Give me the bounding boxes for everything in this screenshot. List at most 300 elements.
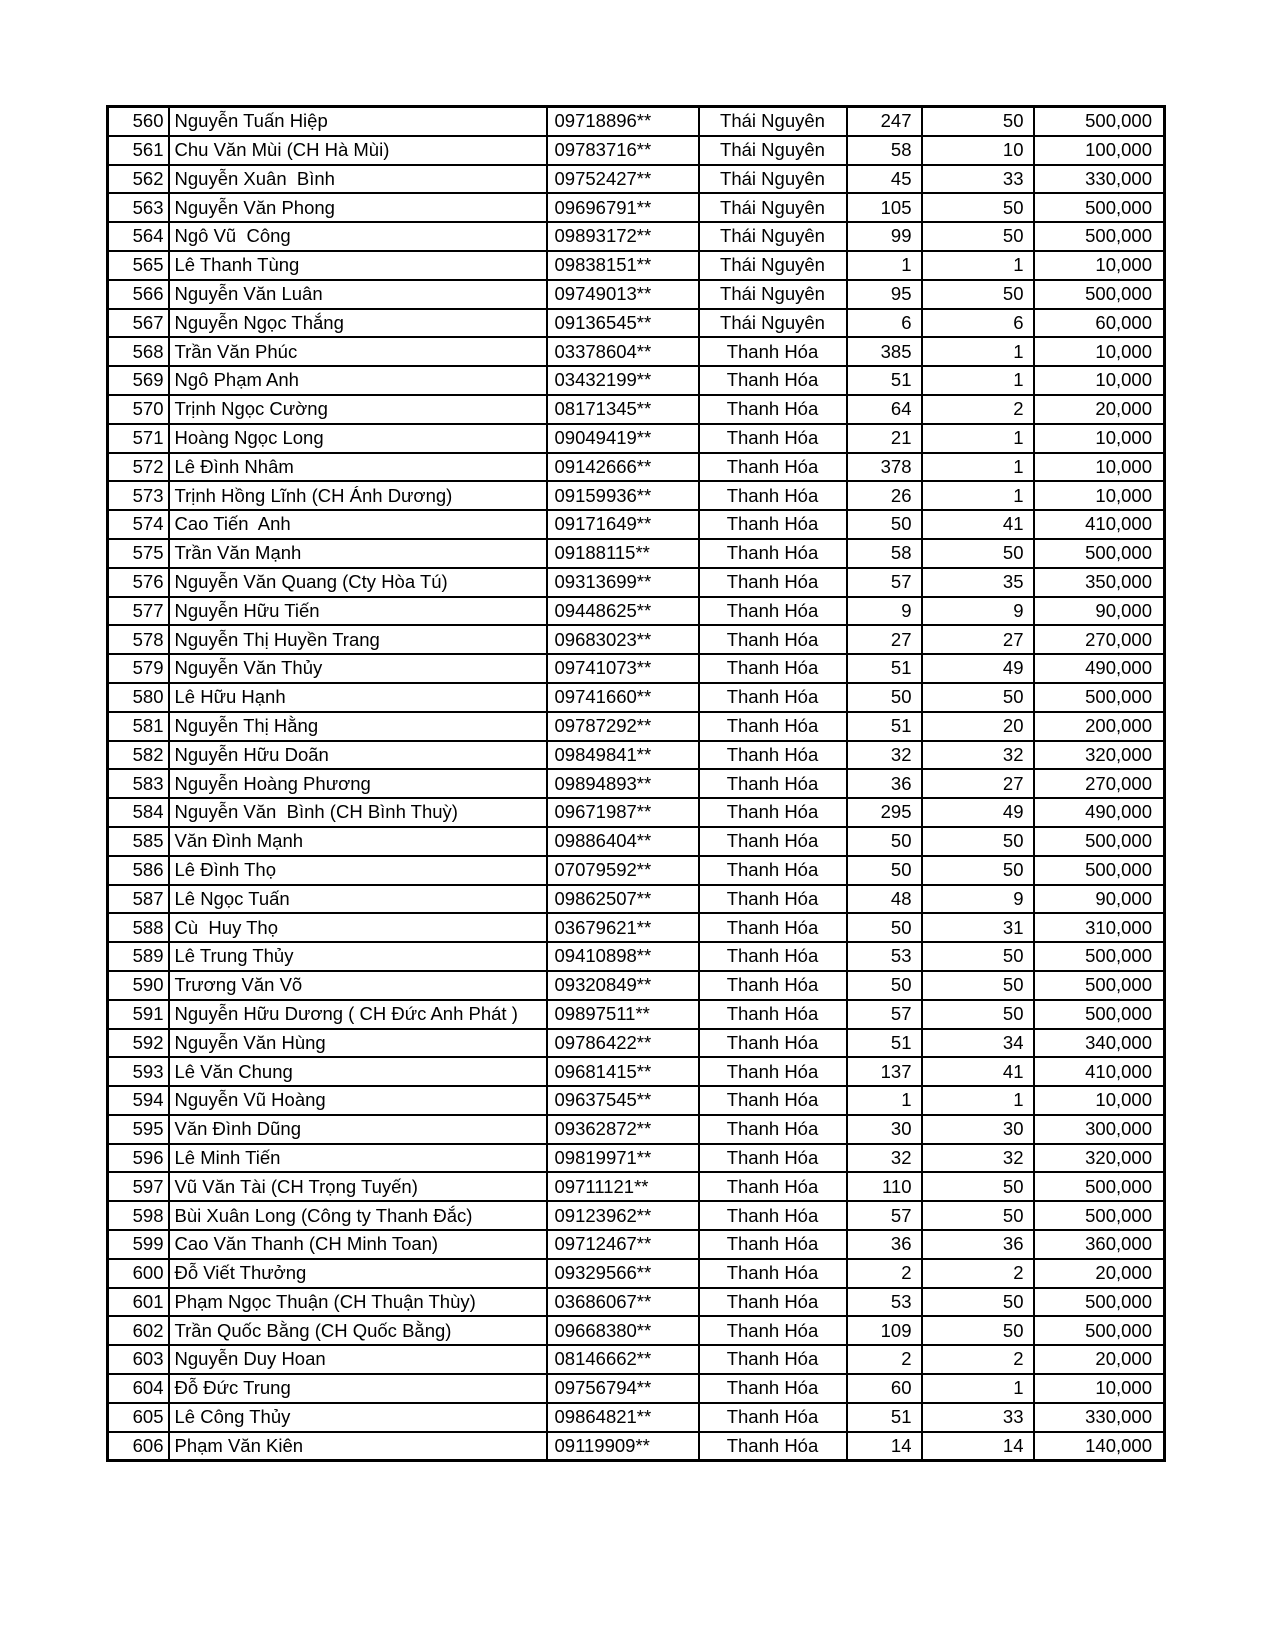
cell-count1: 110	[847, 1172, 922, 1201]
cell-stt: 583	[108, 769, 169, 798]
cell-stt: 579	[108, 654, 169, 683]
cell-name: Phạm Văn Kiên	[169, 1432, 547, 1461]
cell-count2: 36	[922, 1230, 1034, 1259]
cell-amount: 20,000	[1034, 1259, 1165, 1288]
table-row	[108, 136, 1165, 165]
cell-name: Trịnh Hồng Lĩnh (CH Ánh Dương)	[169, 481, 547, 510]
cell-stt: 599	[108, 1230, 169, 1259]
cell-phone: 09696791**	[547, 193, 699, 222]
table-row	[108, 942, 1165, 971]
cell-province: Thanh Hóa	[699, 1115, 847, 1144]
cell-count1: 109	[847, 1316, 922, 1345]
cell-phone: 09313699**	[547, 568, 699, 597]
cell-count1: 51	[847, 1029, 922, 1058]
cell-count2: 1	[922, 1086, 1034, 1115]
cell-phone: 09159936**	[547, 481, 699, 510]
cell-province: Thái Nguyên	[699, 222, 847, 251]
cell-count2: 6	[922, 309, 1034, 338]
cell-province: Thanh Hóa	[699, 827, 847, 856]
cell-province: Thanh Hóa	[699, 798, 847, 827]
cell-stt: 590	[108, 971, 169, 1000]
cell-count1: 6	[847, 309, 922, 338]
cell-count2: 1	[922, 481, 1034, 510]
table-row	[108, 856, 1165, 885]
cell-province: Thái Nguyên	[699, 280, 847, 309]
table-row	[108, 539, 1165, 568]
cell-count2: 30	[922, 1115, 1034, 1144]
cell-phone: 09448625**	[547, 597, 699, 626]
cell-province: Thanh Hóa	[699, 366, 847, 395]
cell-amount: 410,000	[1034, 510, 1165, 539]
cell-name: Nguyễn Xuân Bình	[169, 165, 547, 194]
cell-count2: 41	[922, 510, 1034, 539]
cell-count2: 32	[922, 1144, 1034, 1173]
cell-count1: 36	[847, 1230, 922, 1259]
cell-phone: 09320849**	[547, 971, 699, 1000]
cell-phone: 09410898**	[547, 942, 699, 971]
cell-count2: 50	[922, 683, 1034, 712]
cell-name: Nguyễn Duy Hoan	[169, 1345, 547, 1374]
cell-stt: 585	[108, 827, 169, 856]
cell-name: Nguyễn Thị Huyền Trang	[169, 625, 547, 654]
cell-amount: 500,000	[1034, 971, 1165, 1000]
table-row	[108, 769, 1165, 798]
cell-count2: 9	[922, 885, 1034, 914]
cell-name: Hoàng Ngọc Long	[169, 424, 547, 453]
cell-name: Nguyễn Ngọc Thắng	[169, 309, 547, 338]
cell-amount: 500,000	[1034, 539, 1165, 568]
cell-count1: 50	[847, 856, 922, 885]
cell-stt: 571	[108, 424, 169, 453]
cell-name: Nguyễn Văn Hùng	[169, 1029, 547, 1058]
cell-province: Thanh Hóa	[699, 1230, 847, 1259]
cell-name: Lê Hữu Hạnh	[169, 683, 547, 712]
cell-province: Thanh Hóa	[699, 337, 847, 366]
cell-count2: 2	[922, 395, 1034, 424]
cell-province: Thanh Hóa	[699, 942, 847, 971]
cell-province: Thanh Hóa	[699, 913, 847, 942]
cell-stt: 574	[108, 510, 169, 539]
table-row	[108, 337, 1165, 366]
cell-stt: 568	[108, 337, 169, 366]
cell-name: Nguyễn Văn Thủy	[169, 654, 547, 683]
cell-phone: 09741660**	[547, 683, 699, 712]
cell-count1: 36	[847, 769, 922, 798]
cell-count1: 1	[847, 1086, 922, 1115]
cell-province: Thanh Hóa	[699, 481, 847, 510]
cell-amount: 410,000	[1034, 1057, 1165, 1086]
cell-stt: 562	[108, 165, 169, 194]
cell-phone: 03378604**	[547, 337, 699, 366]
cell-name: Nguyễn Văn Phong	[169, 193, 547, 222]
cell-province: Thái Nguyên	[699, 136, 847, 165]
cell-amount: 10,000	[1034, 481, 1165, 510]
cell-count1: 105	[847, 193, 922, 222]
cell-stt: 589	[108, 942, 169, 971]
cell-stt: 597	[108, 1172, 169, 1201]
cell-stt: 563	[108, 193, 169, 222]
cell-phone: 09142666**	[547, 453, 699, 482]
cell-amount: 310,000	[1034, 913, 1165, 942]
cell-stt: 576	[108, 568, 169, 597]
cell-amount: 500,000	[1034, 827, 1165, 856]
cell-stt: 564	[108, 222, 169, 251]
cell-amount: 320,000	[1034, 741, 1165, 770]
cell-name: Ngô Vũ Công	[169, 222, 547, 251]
cell-stt: 575	[108, 539, 169, 568]
cell-name: Nguyễn Hoàng Phương	[169, 769, 547, 798]
cell-stt: 604	[108, 1374, 169, 1403]
cell-name: Trịnh Ngọc Cường	[169, 395, 547, 424]
cell-amount: 490,000	[1034, 798, 1165, 827]
cell-phone: 09893172**	[547, 222, 699, 251]
cell-name: Văn Đình Dũng	[169, 1115, 547, 1144]
cell-stt: 561	[108, 136, 169, 165]
table-row	[108, 798, 1165, 827]
cell-name: Chu Văn Mùi (CH Hà Mùi)	[169, 136, 547, 165]
table-row	[108, 1345, 1165, 1374]
cell-province: Thanh Hóa	[699, 424, 847, 453]
cell-phone: 09752427**	[547, 165, 699, 194]
cell-province: Thanh Hóa	[699, 453, 847, 482]
table-row	[108, 568, 1165, 597]
cell-count2: 1	[922, 453, 1034, 482]
cell-stt: 581	[108, 712, 169, 741]
cell-phone: 09864821**	[547, 1403, 699, 1432]
cell-name: Nguyễn Vũ Hoàng	[169, 1086, 547, 1115]
cell-phone: 09362872**	[547, 1115, 699, 1144]
cell-amount: 500,000	[1034, 683, 1165, 712]
cell-name: Ngô Phạm Anh	[169, 366, 547, 395]
table-row	[108, 366, 1165, 395]
cell-stt: 572	[108, 453, 169, 482]
cell-phone: 09756794**	[547, 1374, 699, 1403]
cell-province: Thanh Hóa	[699, 654, 847, 683]
cell-count1: 14	[847, 1432, 922, 1461]
cell-count2: 1	[922, 366, 1034, 395]
cell-phone: 08146662**	[547, 1345, 699, 1374]
cell-stt: 596	[108, 1144, 169, 1173]
table-row	[108, 1115, 1165, 1144]
table-row	[108, 827, 1165, 856]
cell-phone: 09897511**	[547, 1000, 699, 1029]
cell-count2: 50	[922, 971, 1034, 1000]
cell-province: Thanh Hóa	[699, 885, 847, 914]
cell-phone: 09849841**	[547, 741, 699, 770]
table-row	[108, 597, 1165, 626]
cell-count2: 2	[922, 1345, 1034, 1374]
cell-province: Thanh Hóa	[699, 1144, 847, 1173]
cell-count2: 50	[922, 222, 1034, 251]
table-row	[108, 1172, 1165, 1201]
cell-phone: 09188115**	[547, 539, 699, 568]
cell-province: Thanh Hóa	[699, 1432, 847, 1461]
cell-count2: 9	[922, 597, 1034, 626]
cell-phone: 09783716**	[547, 136, 699, 165]
cell-phone: 09894893**	[547, 769, 699, 798]
cell-phone: 09136545**	[547, 309, 699, 338]
cell-phone: 09749013**	[547, 280, 699, 309]
cell-amount: 20,000	[1034, 395, 1165, 424]
cell-province: Thái Nguyên	[699, 193, 847, 222]
cell-name: Đỗ Đức Trung	[169, 1374, 547, 1403]
cell-amount: 500,000	[1034, 1000, 1165, 1029]
cell-province: Thanh Hóa	[699, 395, 847, 424]
cell-name: Nguyễn Văn Bình (CH Bình Thuỳ)	[169, 798, 547, 827]
cell-count2: 50	[922, 107, 1034, 136]
cell-amount: 10,000	[1034, 1374, 1165, 1403]
cell-count1: 32	[847, 1144, 922, 1173]
cell-count2: 50	[922, 1000, 1034, 1029]
cell-count1: 50	[847, 827, 922, 856]
cell-amount: 90,000	[1034, 597, 1165, 626]
cell-count1: 247	[847, 107, 922, 136]
cell-name: Nguyễn Hữu Dương ( CH Đức Anh Phát )	[169, 1000, 547, 1029]
cell-count1: 50	[847, 913, 922, 942]
table-row	[108, 1000, 1165, 1029]
cell-province: Thanh Hóa	[699, 625, 847, 654]
cell-count2: 33	[922, 165, 1034, 194]
cell-count1: 60	[847, 1374, 922, 1403]
cell-phone: 03686067**	[547, 1288, 699, 1317]
cell-stt: 577	[108, 597, 169, 626]
cell-province: Thanh Hóa	[699, 856, 847, 885]
cell-name: Nguyễn Hữu Tiến	[169, 597, 547, 626]
cell-phone: 09712467**	[547, 1230, 699, 1259]
cell-amount: 320,000	[1034, 1144, 1165, 1173]
cell-amount: 100,000	[1034, 136, 1165, 165]
cell-count2: 32	[922, 741, 1034, 770]
cell-stt: 605	[108, 1403, 169, 1432]
cell-province: Thanh Hóa	[699, 1201, 847, 1230]
cell-count2: 41	[922, 1057, 1034, 1086]
cell-phone: 09681415**	[547, 1057, 699, 1086]
table-row	[108, 280, 1165, 309]
table-row	[108, 424, 1165, 453]
cell-amount: 60,000	[1034, 309, 1165, 338]
cell-name: Bùi Xuân Long (Công ty Thanh Đắc)	[169, 1201, 547, 1230]
cell-phone: 09668380**	[547, 1316, 699, 1345]
cell-amount: 500,000	[1034, 1172, 1165, 1201]
cell-amount: 500,000	[1034, 1288, 1165, 1317]
cell-stt: 586	[108, 856, 169, 885]
cell-province: Thanh Hóa	[699, 1259, 847, 1288]
cell-count2: 14	[922, 1432, 1034, 1461]
table-row	[108, 1316, 1165, 1345]
table-row	[108, 107, 1165, 136]
cell-amount: 500,000	[1034, 1316, 1165, 1345]
cell-phone: 09171649**	[547, 510, 699, 539]
cell-count1: 58	[847, 539, 922, 568]
cell-count1: 99	[847, 222, 922, 251]
cell-province: Thái Nguyên	[699, 309, 847, 338]
table-row	[108, 654, 1165, 683]
table-row	[108, 251, 1165, 280]
table-row	[108, 1230, 1165, 1259]
cell-phone: 07079592**	[547, 856, 699, 885]
cell-stt: 582	[108, 741, 169, 770]
cell-stt: 578	[108, 625, 169, 654]
cell-count1: 32	[847, 741, 922, 770]
cell-count1: 9	[847, 597, 922, 626]
cell-phone: 09838151**	[547, 251, 699, 280]
cell-amount: 10,000	[1034, 453, 1165, 482]
cell-count1: 50	[847, 971, 922, 1000]
cell-count1: 58	[847, 136, 922, 165]
table-row	[108, 885, 1165, 914]
cell-phone: 09637545**	[547, 1086, 699, 1115]
cell-stt: 584	[108, 798, 169, 827]
cell-name: Nguyễn Văn Luân	[169, 280, 547, 309]
cell-amount: 490,000	[1034, 654, 1165, 683]
table-row	[108, 165, 1165, 194]
cell-amount: 500,000	[1034, 222, 1165, 251]
cell-count1: 30	[847, 1115, 922, 1144]
cell-phone: 09819971**	[547, 1144, 699, 1173]
cell-stt: 594	[108, 1086, 169, 1115]
table-row	[108, 1201, 1165, 1230]
cell-name: Lê Minh Tiến	[169, 1144, 547, 1173]
cell-stt: 591	[108, 1000, 169, 1029]
cell-count1: 51	[847, 1403, 922, 1432]
cell-count1: 50	[847, 683, 922, 712]
cell-stt: 580	[108, 683, 169, 712]
cell-stt: 600	[108, 1259, 169, 1288]
table-row	[108, 1403, 1165, 1432]
table-row	[108, 712, 1165, 741]
cell-province: Thanh Hóa	[699, 1374, 847, 1403]
cell-stt: 598	[108, 1201, 169, 1230]
table-row	[108, 510, 1165, 539]
cell-stt: 592	[108, 1029, 169, 1058]
table-row	[108, 1432, 1165, 1461]
cell-province: Thanh Hóa	[699, 712, 847, 741]
cell-amount: 360,000	[1034, 1230, 1165, 1259]
table-row	[108, 1086, 1165, 1115]
cell-phone: 09119909**	[547, 1432, 699, 1461]
table-row	[108, 913, 1165, 942]
cell-amount: 10,000	[1034, 251, 1165, 280]
cell-phone: 09718896**	[547, 107, 699, 136]
cell-amount: 330,000	[1034, 165, 1165, 194]
cell-province: Thanh Hóa	[699, 597, 847, 626]
cell-province: Thanh Hóa	[699, 741, 847, 770]
cell-amount: 200,000	[1034, 712, 1165, 741]
cell-count2: 49	[922, 798, 1034, 827]
cell-phone: 09123962**	[547, 1201, 699, 1230]
cell-amount: 500,000	[1034, 280, 1165, 309]
table-row	[108, 741, 1165, 770]
cell-name: Trương Văn Võ	[169, 971, 547, 1000]
cell-stt: 602	[108, 1316, 169, 1345]
cell-stt: 567	[108, 309, 169, 338]
cell-count1: 51	[847, 654, 922, 683]
cell-stt: 569	[108, 366, 169, 395]
cell-count1: 378	[847, 453, 922, 482]
cell-name: Lê Công Thủy	[169, 1403, 547, 1432]
table-row	[108, 971, 1165, 1000]
cell-count1: 51	[847, 712, 922, 741]
cell-province: Thanh Hóa	[699, 683, 847, 712]
cell-stt: 566	[108, 280, 169, 309]
cell-amount: 270,000	[1034, 769, 1165, 798]
cell-name: Văn Đình Mạnh	[169, 827, 547, 856]
table-row	[108, 193, 1165, 222]
cell-count2: 50	[922, 942, 1034, 971]
cell-amount: 10,000	[1034, 1086, 1165, 1115]
cell-name: Lê Trung Thủy	[169, 942, 547, 971]
cell-count2: 50	[922, 1201, 1034, 1230]
cell-name: Lê Thanh Tùng	[169, 251, 547, 280]
cell-stt: 606	[108, 1432, 169, 1461]
cell-count1: 45	[847, 165, 922, 194]
cell-stt: 601	[108, 1288, 169, 1317]
cell-phone: 09741073**	[547, 654, 699, 683]
table-row	[108, 683, 1165, 712]
cell-count2: 34	[922, 1029, 1034, 1058]
cell-count1: 48	[847, 885, 922, 914]
cell-name: Lê Ngọc Tuấn	[169, 885, 547, 914]
cell-name: Nguyễn Văn Quang (Cty Hòa Tú)	[169, 568, 547, 597]
cell-amount: 10,000	[1034, 424, 1165, 453]
cell-phone: 09886404**	[547, 827, 699, 856]
cell-province: Thái Nguyên	[699, 251, 847, 280]
cell-name: Vũ Văn Tài (CH Trọng Tuyến)	[169, 1172, 547, 1201]
cell-amount: 340,000	[1034, 1029, 1165, 1058]
cell-name: Trần Văn Mạnh	[169, 539, 547, 568]
cell-phone: 03432199**	[547, 366, 699, 395]
cell-name: Lê Đình Thọ	[169, 856, 547, 885]
cell-amount: 500,000	[1034, 193, 1165, 222]
cell-name: Trần Văn Phúc	[169, 337, 547, 366]
cell-count2: 1	[922, 251, 1034, 280]
cell-amount: 330,000	[1034, 1403, 1165, 1432]
cell-province: Thanh Hóa	[699, 769, 847, 798]
cell-count1: 2	[847, 1345, 922, 1374]
cell-province: Thái Nguyên	[699, 107, 847, 136]
cell-count2: 49	[922, 654, 1034, 683]
cell-amount: 20,000	[1034, 1345, 1165, 1374]
cell-amount: 500,000	[1034, 107, 1165, 136]
cell-count2: 27	[922, 625, 1034, 654]
table-row	[108, 395, 1165, 424]
cell-phone: 09786422**	[547, 1029, 699, 1058]
cell-name: Cù Huy Thọ	[169, 913, 547, 942]
cell-province: Thanh Hóa	[699, 1000, 847, 1029]
cell-phone: 03679621**	[547, 913, 699, 942]
cell-name: Phạm Ngọc Thuận (CH Thuận Thùy)	[169, 1288, 547, 1317]
cell-count2: 50	[922, 1316, 1034, 1345]
cell-province: Thanh Hóa	[699, 1345, 847, 1374]
table-row	[108, 222, 1165, 251]
cell-count1: 64	[847, 395, 922, 424]
cell-count2: 1	[922, 1374, 1034, 1403]
cell-province: Thanh Hóa	[699, 539, 847, 568]
cell-count1: 2	[847, 1259, 922, 1288]
cell-stt: 588	[108, 913, 169, 942]
cell-amount: 10,000	[1034, 337, 1165, 366]
table-row	[108, 1288, 1165, 1317]
cell-phone: 09671987**	[547, 798, 699, 827]
cell-count1: 50	[847, 510, 922, 539]
cell-name: Cao Tiến Anh	[169, 510, 547, 539]
cell-count1: 27	[847, 625, 922, 654]
table-row	[108, 1259, 1165, 1288]
cell-phone: 09711121**	[547, 1172, 699, 1201]
cell-province: Thanh Hóa	[699, 971, 847, 1000]
table-row	[108, 1144, 1165, 1173]
cell-count1: 137	[847, 1057, 922, 1086]
